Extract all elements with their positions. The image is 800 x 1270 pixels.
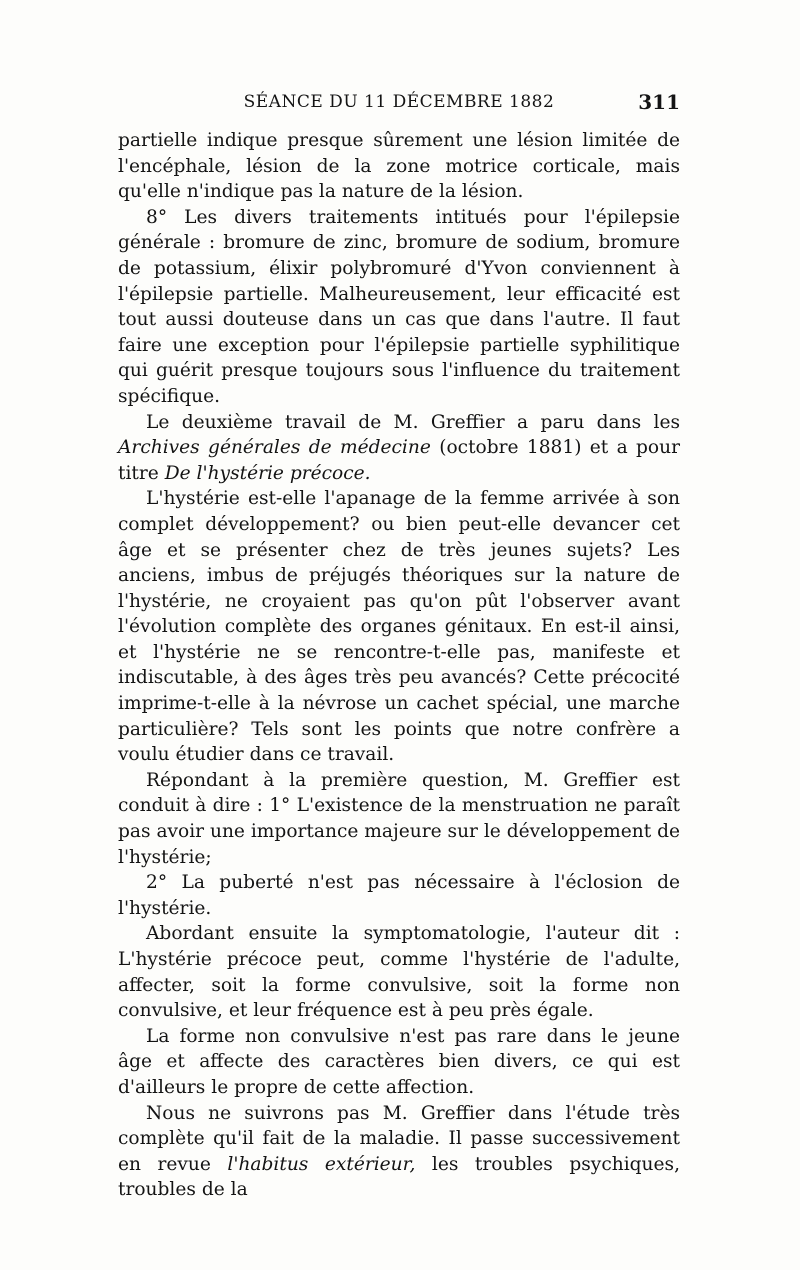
paragraph-second-conclusion: 2° La puberté n'est pas nécessaire à l'éclosion de l'hystérie.: [118, 872, 680, 919]
article-title: De l'hystérie précoce.: [164, 462, 371, 484]
paragraph-treatments: 8° Les divers traitements intitués pour l'épilepsie générale : bromure de zinc, bromure de sodium, bromure de potassium, élixir polybromuré d'Yvon conviennent à l'épilepsie partielle. Malheureusement, leur efficacité est tout aussi douteuse dans un cas que dans l'autre. Il faut faire une exception pour l'épilepsie partielle syphilitique qui guérit presque toujours sous l'influence du traitement spécifique.: [118, 206, 680, 407]
running-title: SÉANCE DU 11 DÉCEMBRE 1882: [243, 92, 555, 112]
running-header: [118, 92, 680, 118]
paragraph-first-conclusion: Répondant à la première question, M. Greffier est conduit à dire : 1° L'existence de la menstruation ne paraît pas avoir une importance majeure sur le développement de l'hystérie;: [118, 769, 680, 868]
paragraph-second-work: [118, 410, 680, 487]
paragraph-hysteria-question: L'hystérie est-elle l'apanage de la femme arrivée à son complet développement? ou bien peut-elle devancer cet âge et se présenter chez de très jeunes sujets? Les anciens, imbus de préjugés théoriques sur la nature de l'hystérie, ne croyaient pas qu'on pût l'observer avant l'évolution complète des organes génitaux. En est-il ainsi, et l'hystérie ne se rencontre-t-elle pas, manifeste et indiscutable, à des âges très peu avancés? Cette précocité imprime-t-elle à la névrose un cachet spécial, une marche particulière? Tels sont les points que notre confrère a voulu étudier dans ce travail.: [118, 488, 680, 766]
journal-title: Archives générales de médecine: [118, 437, 431, 459]
paragraph-second-work-middle: (octobre 1881) et a pour titre: [118, 437, 680, 484]
paragraph-continuation: partielle indique presque sûrement une lésion limitée de l'encéphale, lésion de la zone motrice corticale, mais qu'elle n'indique pas la nature de la lésion.: [118, 130, 680, 203]
paragraph-non-convulsive-form: La forme non convulsive n'est pas rare dans le jeune âge et affecte des caractères bien divers, ce qui est d'ailleurs le propre de cette affection.: [118, 1025, 680, 1098]
paragraph-symptomatology: Abordant ensuite la symptomatologie, l'auteur dit : L'hystérie précoce peut, comme l'hystérie de l'adulte, affecter, soit la forme convulsive, soit la forme non convulsive, et leur fréquence est à peu près égale.: [118, 923, 680, 1022]
paragraph-study-tail: les troubles psychiques, troubles de la: [118, 1153, 680, 1201]
paragraph-study: [118, 1101, 680, 1203]
paragraph-second-work-lead: Le deuxième travail de M. Greffier a paru dans les: [146, 411, 680, 433]
page-number: 311: [638, 90, 680, 114]
habitus-term: l'habitus extérieur,: [227, 1153, 416, 1175]
paragraph-study-lead: Nous ne suivrons pas M. Greffier dans l'étude très complète qu'il fait de la maladie. Il passe successivement en revue: [118, 1102, 680, 1175]
body-text: [118, 128, 680, 1203]
